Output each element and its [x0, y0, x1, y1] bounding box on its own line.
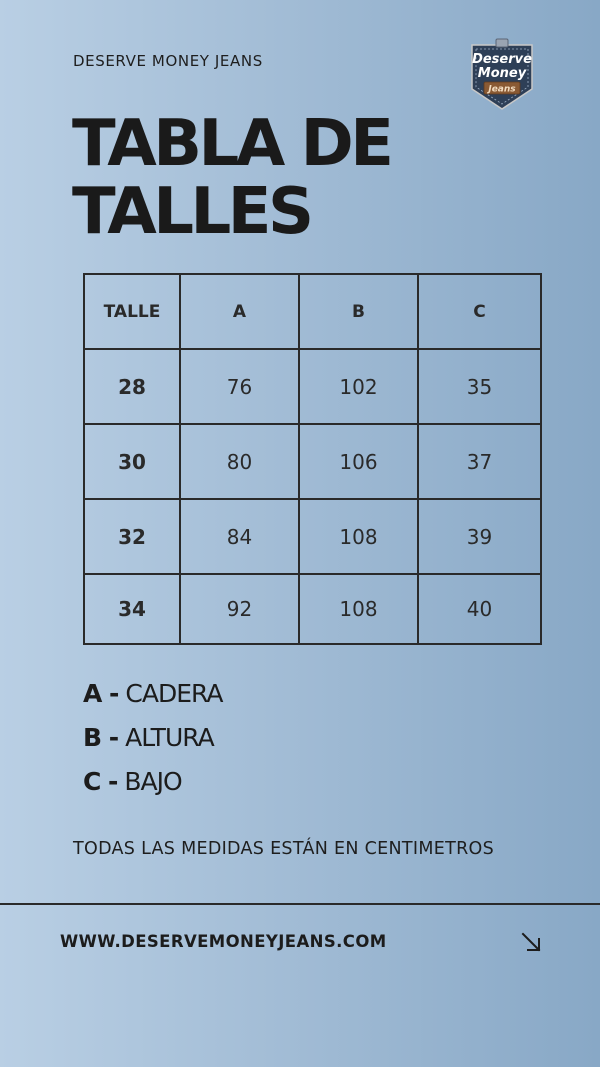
- table-row: [84, 424, 541, 499]
- page-title-line2: TALLES: [72, 175, 311, 249]
- table-row: [84, 499, 541, 574]
- size-table: [83, 273, 542, 645]
- cell-a: 76: [180, 349, 299, 424]
- cell-c: 37: [418, 424, 541, 499]
- cell-c: 35: [418, 349, 541, 424]
- cell-a: 84: [180, 499, 299, 574]
- legend-key: C -: [83, 767, 118, 796]
- table-row: [84, 349, 541, 424]
- table-header-row: [84, 274, 541, 349]
- cell-size: 30: [84, 424, 180, 499]
- legend-item-b: [83, 716, 222, 760]
- header-talle: TALLE: [84, 274, 180, 349]
- legend-key: A -: [83, 679, 119, 708]
- cell-c: 39: [418, 499, 541, 574]
- page-title-line1: TABLA DE: [72, 107, 391, 181]
- logo-tag: Jeans: [488, 84, 516, 95]
- arrow-down-right-icon[interactable]: [520, 931, 542, 953]
- brand-logo: [466, 37, 538, 111]
- cell-c: 40: [418, 574, 541, 644]
- legend-item-a: [83, 672, 222, 716]
- legend-label: BAJO: [117, 767, 182, 796]
- logo-line1: Deserve: [472, 52, 532, 67]
- cell-b: 108: [299, 574, 418, 644]
- table-row: [84, 574, 541, 644]
- logo-line2: Money: [477, 66, 527, 81]
- page-title: [72, 107, 532, 249]
- footer-divider: [0, 903, 600, 905]
- measurement-legend: [83, 672, 222, 804]
- legend-key: B -: [83, 723, 119, 752]
- cell-b: 106: [299, 424, 418, 499]
- cell-size: 32: [84, 499, 180, 574]
- cell-size: 34: [84, 574, 180, 644]
- cell-b: 102: [299, 349, 418, 424]
- header-b: B: [299, 274, 418, 349]
- header-c: C: [418, 274, 541, 349]
- units-note: TODAS LAS MEDIDAS ESTÁN EN CENTIMETROS: [73, 839, 495, 859]
- legend-item-c: [83, 760, 222, 804]
- cell-a: 92: [180, 574, 299, 644]
- legend-label: ALTURA: [118, 723, 214, 752]
- cell-size: 28: [84, 349, 180, 424]
- header-a: A: [180, 274, 299, 349]
- cell-b: 108: [299, 499, 418, 574]
- legend-label: CADERA: [118, 679, 223, 708]
- website-link[interactable]: WWW.DESERVEMONEYJEANS.COM: [60, 932, 387, 951]
- brand-name: DESERVE MONEY JEANS: [73, 52, 263, 70]
- cell-a: 80: [180, 424, 299, 499]
